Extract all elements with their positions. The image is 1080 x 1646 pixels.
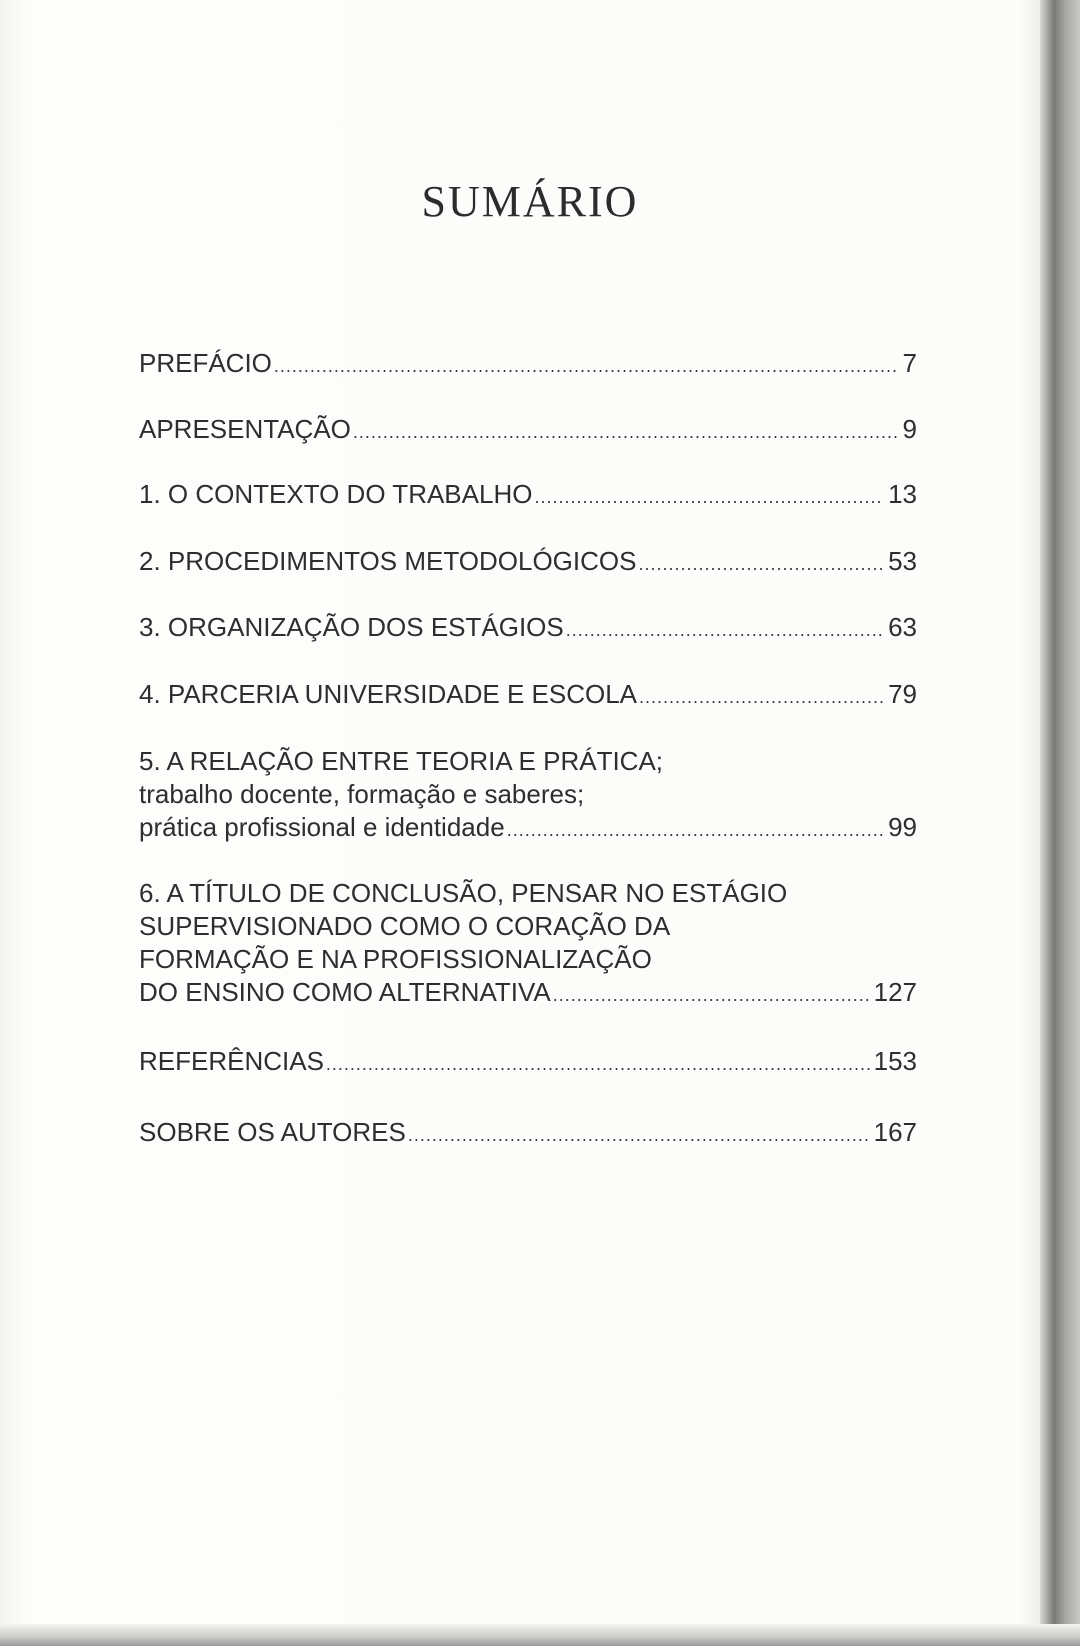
toc-entry-title: 4. PARCERIA UNIVERSIDADE E ESCOLA xyxy=(139,679,637,709)
toc-page-number: 167 xyxy=(873,1117,917,1147)
dot-leader xyxy=(507,814,884,847)
dot-leader xyxy=(566,614,884,647)
toc-entry-referencias xyxy=(139,1045,917,1081)
toc-page-number: 127 xyxy=(873,977,917,1007)
toc-entry-chapter-6 xyxy=(139,877,917,1012)
spine-shadow xyxy=(1040,0,1080,1646)
dot-leader xyxy=(553,979,870,1012)
toc-entry-chapter-1 xyxy=(139,478,917,514)
toc-page-number: 7 xyxy=(902,348,917,378)
toc-entry-chapter-4 xyxy=(139,678,917,714)
toc-entry-title-line: prática profissional e identidade xyxy=(139,812,505,842)
toc-entry-title: 3. ORGANIZAÇÃO DOS ESTÁGIOS xyxy=(139,612,564,642)
page-title: SUMÁRIO xyxy=(421,177,639,226)
toc-entry-chapter-3 xyxy=(139,611,917,647)
toc-page-number: 9 xyxy=(902,414,917,444)
dot-leader xyxy=(639,681,884,714)
toc-entry-title-line: trabalho docente, formação e saberes; xyxy=(139,779,585,809)
toc-entry-prefacio xyxy=(139,347,917,383)
toc-entry-chapter-2 xyxy=(139,545,917,581)
dot-leader xyxy=(638,548,884,581)
dot-leader xyxy=(353,416,899,449)
toc-entry-title: 2. PROCEDIMENTOS METODOLÓGICOS xyxy=(139,546,637,576)
toc-page-number: 13 xyxy=(888,479,917,509)
toc-entry-title: SOBRE OS AUTORES xyxy=(139,1117,406,1147)
toc-page-number: 153 xyxy=(873,1046,917,1076)
toc-entry-title: APRESENTAÇÃO xyxy=(139,414,351,444)
toc-entry-title-line: SUPERVISIONADO COMO O CORAÇÃO DA xyxy=(139,911,671,941)
toc-entry-title: REFERÊNCIAS xyxy=(139,1046,324,1076)
toc-entry-sobre-os-autores xyxy=(139,1116,917,1152)
toc-entry-title-line: DO ENSINO COMO ALTERNATIVA xyxy=(139,977,551,1007)
toc-entry-title-line: FORMAÇÃO E NA PROFISSIONALIZAÇÃO xyxy=(139,944,652,974)
dot-leader xyxy=(408,1119,870,1152)
dot-leader xyxy=(274,350,899,383)
toc-page-number: 99 xyxy=(888,812,917,842)
toc-entry-title: PREFÁCIO xyxy=(139,348,272,378)
toc-page-number: 63 xyxy=(888,612,917,642)
toc-entry-title-line: 6. A TÍTULO DE CONCLUSÃO, PENSAR NO ESTÁGIO xyxy=(139,878,788,908)
toc-page-number: 53 xyxy=(888,546,917,576)
dot-leader xyxy=(326,1048,870,1081)
page-bottom-edge xyxy=(0,1624,1080,1646)
toc-page-number: 79 xyxy=(888,679,917,709)
toc-entry-title: 1. O CONTEXTO DO TRABALHO xyxy=(139,479,533,509)
toc-entry-apresentacao xyxy=(139,413,917,449)
dot-leader xyxy=(534,481,884,514)
toc-entry-chapter-5 xyxy=(139,745,917,847)
toc-entry-title-line: 5. A RELAÇÃO ENTRE TEORIA E PRÁTICA; xyxy=(139,746,664,776)
